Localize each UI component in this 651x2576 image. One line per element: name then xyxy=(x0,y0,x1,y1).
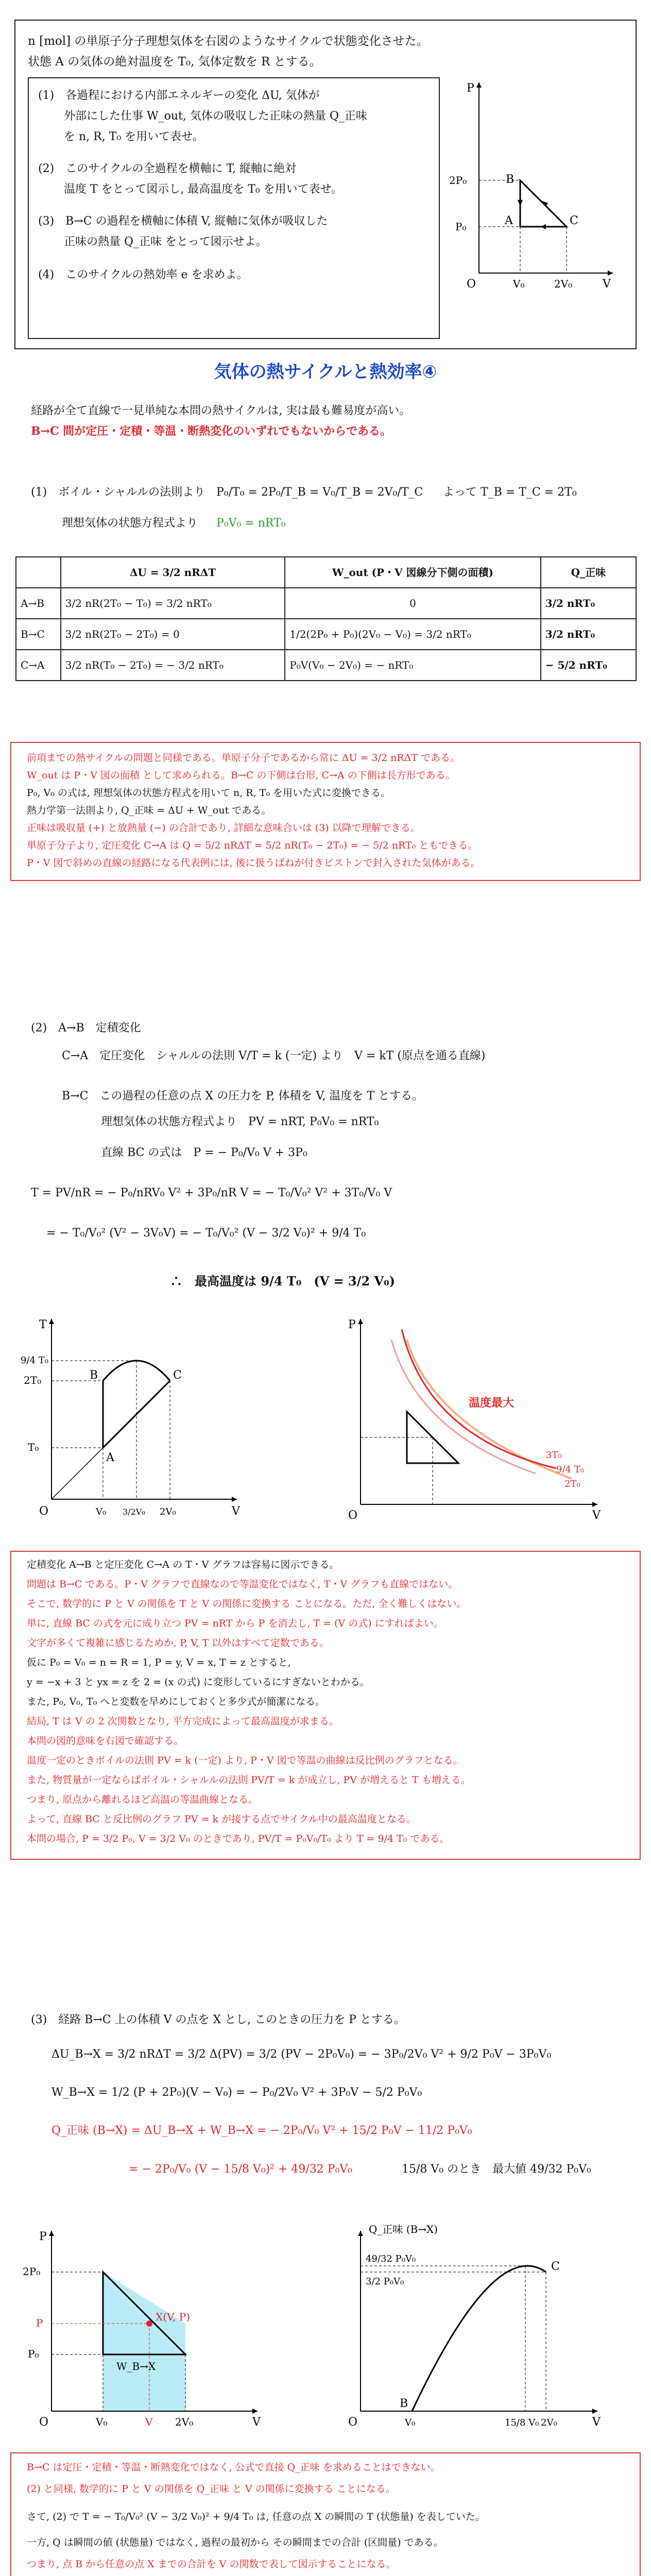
table-cell: 3/2 nR(T₀ − 2T₀) = − 3/2 nRT₀ xyxy=(61,650,285,681)
note2-line: y = −x + 3 と yx = z を 2 = (x の式) に変形しているにすぎないとわかる。 xyxy=(27,1676,370,1688)
tick-v0: V₀ xyxy=(513,278,525,290)
table-header xyxy=(16,557,61,588)
question-1c: を n, R, T₀ を用いて表せ。 xyxy=(64,130,204,143)
point-b: B xyxy=(506,173,515,186)
point-c: C xyxy=(173,1369,182,1382)
tick-v0: V₀ xyxy=(96,1506,107,1517)
note3-line: 一方, Q は瞬間の値 (状態量) ではなく, 過程の最初から その瞬間までの合計 (区間量) である。 xyxy=(27,2537,443,2548)
question-2b: 温度 T をとって図示し, 最高温度を T₀ を用いて表せ。 xyxy=(64,183,343,196)
table-row xyxy=(16,588,636,619)
sec1-eq: P₀/T₀ = 2P₀/T_B = V₀/T_B = 2V₀/T_C xyxy=(216,486,423,499)
table-cell: 3/2 nRT₀ xyxy=(541,588,636,619)
tick-2v0: 2V₀ xyxy=(554,278,573,290)
problem-intro-2: 状態 A の気体の絶対温度を T₀, 気体定数を R とする。 xyxy=(28,55,321,69)
axis-p: P xyxy=(467,82,474,95)
tick-2v0: 2V₀ xyxy=(541,2417,557,2428)
tick-v0: V₀ xyxy=(96,2416,108,2428)
pv-work-graph xyxy=(21,2215,309,2432)
problem-box xyxy=(14,20,637,349)
note1-line: 熱力学第一法則より, Q_正味 = ΔU + W_out である。 xyxy=(27,805,271,816)
tick-94t0: 9/4 T₀ xyxy=(21,1355,48,1366)
note-3 xyxy=(10,2452,641,2576)
axis-v: V xyxy=(592,2416,601,2429)
point-c: C xyxy=(570,214,578,227)
question-3b: 正味の熱量 Q_正味 をとって図示せよ。 xyxy=(64,235,267,248)
table-header: ΔU = 3/2 nRΔT xyxy=(61,557,285,588)
point-a: A xyxy=(106,1451,114,1464)
sec2-calc1: T = PV/nR = − P₀/nRV₀ V² + 3P₀/nR V = − T₀/V₀² V² + 3T₀/V₀ V xyxy=(31,1187,392,1199)
note2-line: 仮に P₀ = V₀ = n = R = 1, P = y, V = x, T = z とすると, xyxy=(27,1657,291,1668)
tick-2v0: 2V₀ xyxy=(160,1506,176,1517)
note1-line: W_out は P・V 図の面積 として求められる。B→C の下側は台形, C→A の下側は長方形である。 xyxy=(27,770,455,781)
axis-v: V xyxy=(592,1509,601,1522)
label-work: W_B→X xyxy=(116,2360,156,2372)
tick-p: P xyxy=(36,2317,43,2329)
note2-line: 本問の場合, P = 3/2 P₀, V = 3/2 V₀ のときであり, PV/T = P₀V₀/T₀ より T = 9/4 T₀ である。 xyxy=(27,1833,450,1844)
note3-line: B→C は定圧・定積・等温・断熱変化ではなく, 公式で直接 Q_正味 を求めることはできない。 xyxy=(27,2462,440,2473)
tick-v: V xyxy=(145,2416,153,2428)
table-cell: A→B xyxy=(16,588,61,619)
note-2 xyxy=(10,1551,641,1860)
tick-2v0: 2V₀ xyxy=(175,2416,194,2428)
tick-p0: P₀ xyxy=(28,2348,39,2360)
question-4: (4) このサイクルの熱効率 e を求めよ。 xyxy=(38,268,248,281)
note-1 xyxy=(10,742,641,881)
note1-line: 前項までの熱サイクルの問題と同様である。単原子分子であるから常に ΔU = 3/2 nRΔT である。 xyxy=(27,752,460,764)
tick-p0: P₀ xyxy=(455,221,467,233)
axis-t: T xyxy=(39,1318,47,1331)
origin: O xyxy=(39,2416,49,2429)
note2-line: また, P₀, V₀, T₀ へと変数を早めにしておくと多少式が簡潔になる。 xyxy=(27,1696,326,1707)
axis-v: V xyxy=(232,1505,240,1518)
table-row xyxy=(16,650,636,681)
question-3a: (3) B→C の過程を横軸に体積 V, 縦軸に気体が吸収した xyxy=(38,215,328,228)
sec1-state-label: 理想気体の状態方程式より xyxy=(62,517,198,530)
problem-intro-1: n [mol] の単原子分子理想気体を右図のようなサイクルで状態変化させた。 xyxy=(28,35,429,48)
note2-line: 問題は B→C である。P・V グラフで直線なので等温変化ではなく, T・V グラフも直線ではない。 xyxy=(27,1579,458,1590)
label-max-temp: 温度最大 xyxy=(469,1396,515,1410)
question-1a: (1) 各過程における内部エネルギーの変化 ΔU, 気体が xyxy=(38,89,320,102)
table-cell: B→C xyxy=(16,619,61,650)
tv-graph xyxy=(21,1309,268,1530)
note1-line: P₀, V₀ の式は, 理想気体の状態方程式を用いて n, R, T₀ を用いた式に変換できる。 xyxy=(27,787,391,799)
note2-line: 定積変化 A→B と定圧変化 C→A の T・V グラフは容易に図示できる。 xyxy=(27,1559,339,1570)
pv-cycle-figure xyxy=(448,67,623,294)
sec3-q3: 15/8 V₀ のとき 最大値 49/32 P₀V₀ xyxy=(402,2163,591,2176)
note3-line: (2) と同様, 数学的に P と V の関係を Q_正味 と V の関係に変換する ことになる。 xyxy=(27,2483,396,2495)
axis-p: P xyxy=(348,1318,356,1331)
point-a: A xyxy=(505,214,513,227)
point-x: X(V, P) xyxy=(156,2311,190,2323)
table-header: W_out (P・V 図線分下側の面積) xyxy=(285,557,541,588)
table-cell: P₀V(V₀ − 2V₀) = − nRT₀ xyxy=(285,650,541,681)
sec2-ab: (2) A→B 定積変化 xyxy=(31,1022,141,1035)
note2-line: 温度一定のときボイルの法則 PV = k (一定) より, P・V 図で等温の曲線は反比例のグラフとなる。 xyxy=(27,1755,463,1766)
point-b: B xyxy=(90,1369,98,1382)
intro-line-1: 経路が全て直線で一見単純な本問の熱サイクルは, 実は最も難易度が高い。 xyxy=(31,404,411,417)
question-list xyxy=(28,77,440,339)
tick-2p0: 2P₀ xyxy=(23,2265,41,2278)
table-cell: 3/2 nRT₀ xyxy=(541,619,636,650)
sec1-state-eq: P₀V₀ = nRT₀ xyxy=(216,517,286,530)
sec3-q2: = − 2P₀/V₀ (V − 15/8 V₀)² + 49/32 P₀V₀ xyxy=(129,2163,353,2176)
note2-line: つまり, 原点から離れるほど高温の等温曲線となる。 xyxy=(27,1794,259,1805)
note2-line: そこで, 数学的に P と V の関係を T と V の関係に変換する ことになる。ただ, 全く難しくはない。 xyxy=(27,1598,467,1609)
label-94t0: 9/4 T₀ xyxy=(556,1464,584,1475)
sec3-q1: Q_正味 (B→X) = ΔU_B→X + W_B→X = − 2P₀/V₀ V² + 15/2 P₀V − 11/2 P₀V₀ xyxy=(52,2124,472,2137)
sec2-bc2: 理想気体の状態方程式より PV = nRT, P₀V₀ = nRT₀ xyxy=(101,1115,379,1128)
note2-line: 本問の図的意味を右図で確認する。 xyxy=(27,1735,184,1747)
results-table xyxy=(15,556,637,681)
sec2-ca: C→A 定圧変化 シャルルの法則 V/T = k (一定) より V = kT (原点を通る直線) xyxy=(62,1049,486,1062)
pv-isotherm-graph xyxy=(330,1309,618,1530)
note2-line: また, 物質量が一定ならばボイル・シャルルの法則 PV/T = k が成立し, PV が増えると T も増える。 xyxy=(27,1774,471,1786)
sec2-bc1: B→C この過程の任意の点 X の圧力を P, 体積を V, 温度を T とする。 xyxy=(62,1090,424,1103)
note3-line: さて, (2) で T = − T₀/V₀² (V − 3/2 V₀)² + 9/4 T₀ は, 任意の点 X の瞬間の T (状態量) を表していた。 xyxy=(27,2511,485,2522)
sec1-label: (1) ボイル・シャルルの法則より xyxy=(31,486,205,499)
note2-line: よって, 直線 BC と反比例のグラフ PV = k が接する点でサイクル中の最高温度となる。 xyxy=(27,1814,416,1825)
table-cell: C→A xyxy=(16,650,61,681)
sec2-bc3: 直線 BC の式は P = − P₀/V₀ V + 3P₀ xyxy=(101,1146,307,1159)
tick-max: 49/32 P₀V₀ xyxy=(366,2253,416,2264)
table-header: Q_正味 xyxy=(541,557,636,588)
axis-p: P xyxy=(39,2230,47,2243)
intro-line-2: B→C 間が定圧・定積・等温・断熱変化のいずれでもないからである。 xyxy=(31,425,391,438)
sec3-intro: (3) 経路 B→C 上の体積 V の点を X とし, このときの圧力を P とする。 xyxy=(31,2013,405,2026)
tick-v0: V₀ xyxy=(405,2417,416,2428)
tick-q3: 3/2 P₀V₀ xyxy=(366,2276,404,2287)
origin: O xyxy=(348,1509,358,1522)
sec1-result: よって T_B = T_C = 2T₀ xyxy=(443,486,577,499)
question-1b: 外部にした仕事 W_out, 気体の吸収した正味の熱量 Q_正味 xyxy=(64,110,367,123)
axis-q: Q_正味 (B→X) xyxy=(369,2223,438,2235)
tick-32v0: 3/2V₀ xyxy=(123,1507,145,1517)
note1-line: P・V 図で斜めの直線の経路になる代表例には, 後に扱うばねが付きピストンで封入された気体がある。 xyxy=(27,857,481,869)
origin: O xyxy=(467,278,476,291)
label-3t0: 3T₀ xyxy=(546,1450,562,1461)
note1-line: 正味は吸収量 (+) と放熱量 (−) の合計であり, 詳細な意味合いは (3) 以降で理解できる。 xyxy=(27,822,420,834)
sec3-du: ΔU_B→X = 3/2 nRΔT = 3/2 Δ(PV) = 3/2 (PV − 2P₀V₀) = − 3P₀/2V₀ V² + 9/2 P₀V − 3P₀V₀ xyxy=(52,2048,552,2061)
sec3-w: W_B→X = 1/2 (P + 2P₀)(V − V₀) = − P₀/2V₀ V² + 3P₀V − 5/2 P₀V₀ xyxy=(52,2086,422,2099)
page-title: 気体の熱サイクルと熱効率④ xyxy=(214,362,437,382)
note2-line: 単に, 直線 BC の式を元に成り立つ PV = nRT から P を消去し, T = (V の式) にすればよい。 xyxy=(27,1618,443,1629)
tick-2t0: 2T₀ xyxy=(24,1374,42,1386)
origin: O xyxy=(39,1505,49,1518)
table-row xyxy=(16,619,636,650)
table-cell: − 5/2 nRT₀ xyxy=(541,650,636,681)
axis-v: V xyxy=(603,278,611,291)
note1-line: 単原子分子より, 定圧変化 C→A は Q = 5/2 nRΔT = 5/2 nR(T₀ − 2T₀) = − 5/2 nRT₀ ともできる。 xyxy=(27,840,478,851)
question-2a: (2) このサイクルの全過程を横軸に T, 縦軸に絶対 xyxy=(38,162,296,175)
axis-v: V xyxy=(252,2416,261,2429)
tick-158v0: 15/8 V₀ xyxy=(505,2417,539,2428)
sec2-calc2: = − T₀/V₀² (V² − 3V₀V) = − T₀/V₀² (V − 3/2 V₀)² + 9/4 T₀ xyxy=(46,1227,366,1240)
tick-2p0: 2P₀ xyxy=(449,174,467,187)
note3-line: つまり, 点 B から任意の点 X までの合計を V の関数で表して図示することになる。 xyxy=(27,2558,396,2570)
table-cell: 3/2 nR(2T₀ − T₀) = 3/2 nRT₀ xyxy=(61,588,285,619)
note2-line: 文字が多くて複雑に感じるためか, P, V, T 以外はすべて定数である。 xyxy=(27,1637,329,1649)
point-c: C xyxy=(551,2260,560,2273)
qv-graph xyxy=(330,2215,628,2432)
table-cell: 3/2 nR(2T₀ − 2T₀) = 0 xyxy=(61,619,285,650)
note2-line: 結局, T は V の 2 次関数となり, 平方完成によって最高温度が求まる。 xyxy=(27,1716,339,1727)
tick-t0: T₀ xyxy=(28,1441,39,1453)
table-cell: 1/2(2P₀ + P₀)(2V₀ − V₀) = 3/2 nRT₀ xyxy=(285,619,541,650)
origin: O xyxy=(348,2416,358,2429)
label-2t0: 2T₀ xyxy=(564,1479,580,1489)
sec2-max: ∴ 最高温度は 9/4 T₀ (V = 3/2 V₀) xyxy=(170,1274,396,1289)
point-b: B xyxy=(400,2397,408,2410)
table-cell: 0 xyxy=(285,588,541,619)
